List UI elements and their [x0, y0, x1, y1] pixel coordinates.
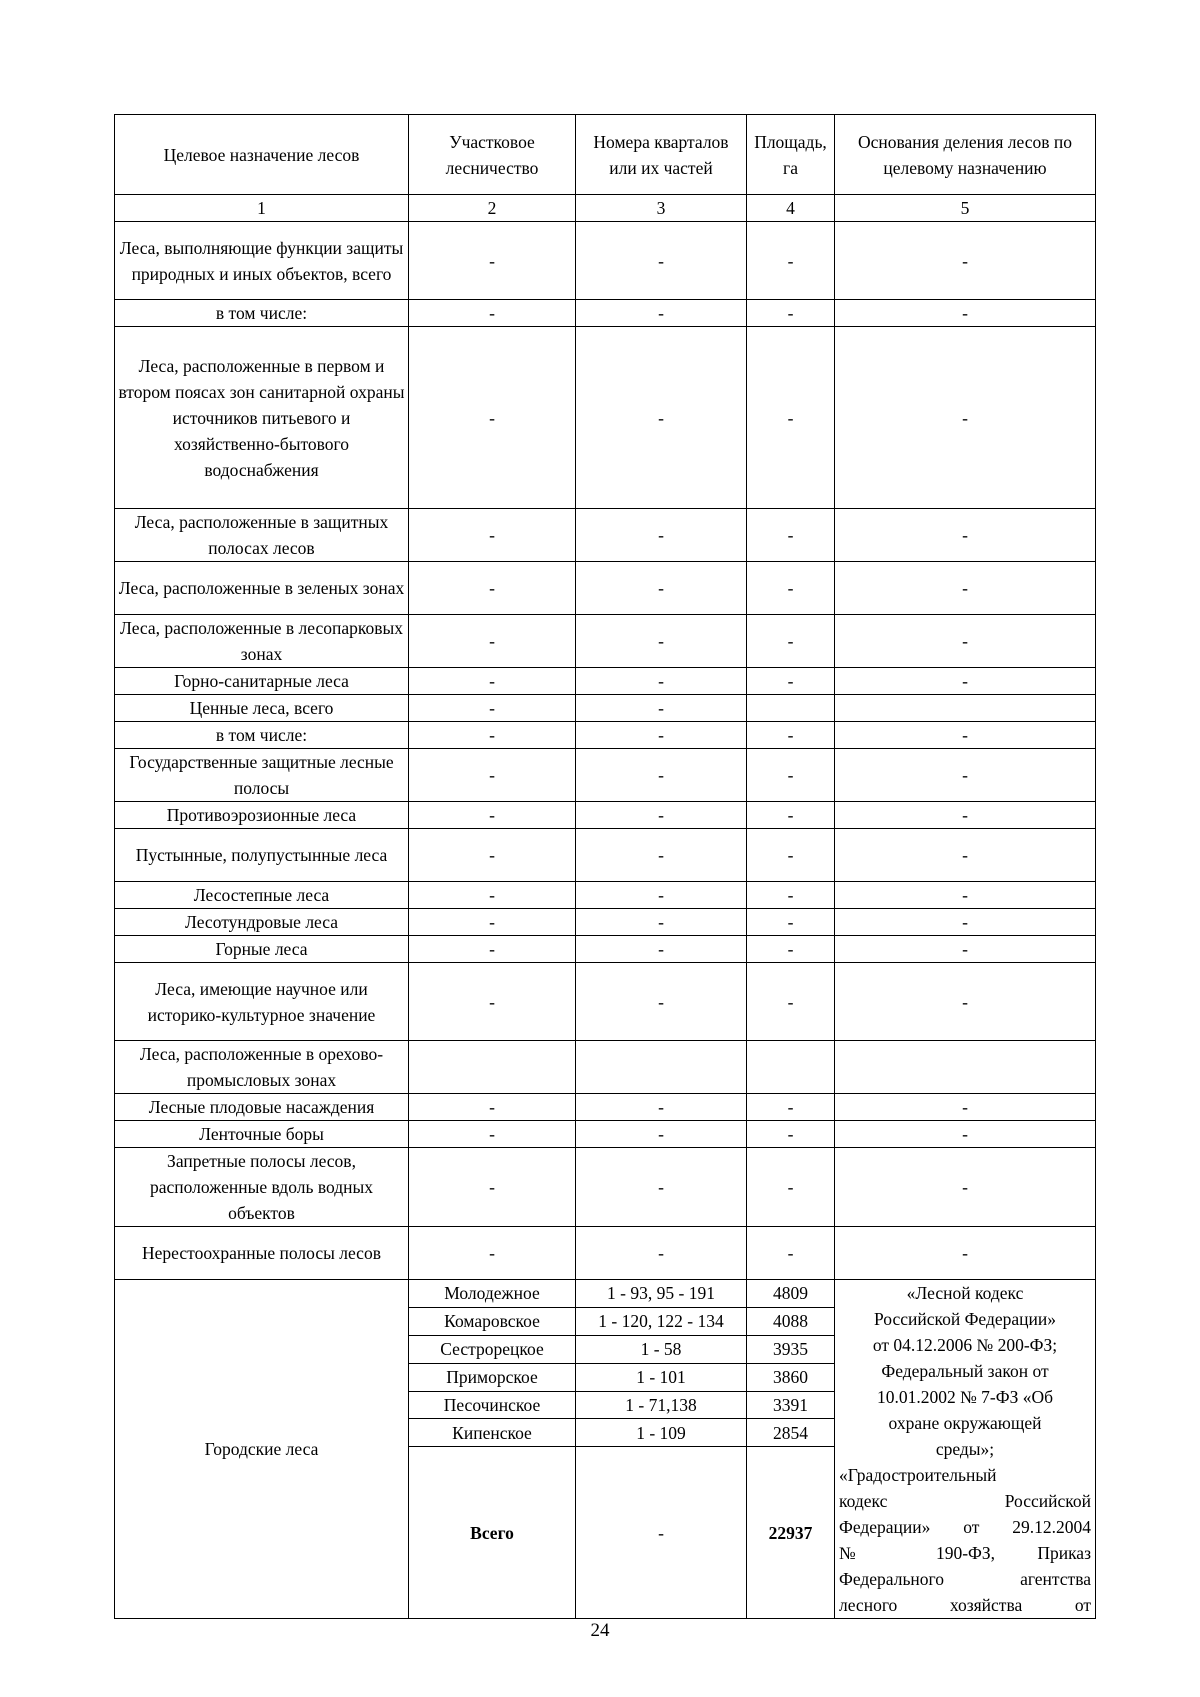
forest-purpose-cell: Запретные полосы лесов, расположенные вдоль водных объектов: [115, 1148, 409, 1227]
quarters-cell: -: [576, 909, 747, 936]
basis-cell: [835, 695, 1096, 722]
area-cell: 4809: [747, 1280, 835, 1308]
quarters-cell: -: [576, 722, 747, 749]
city-forests-basis: [835, 1280, 1096, 1619]
quarters-cell: -: [576, 936, 747, 963]
forestry-cell: -: [409, 562, 576, 615]
basis-cell: -: [835, 802, 1096, 829]
page-number: 24: [590, 1620, 610, 1641]
quarters-cell: -: [576, 1148, 747, 1227]
forestry-cell: -: [409, 936, 576, 963]
basis-cell: -: [835, 1094, 1096, 1121]
area-cell: 4088: [747, 1307, 835, 1335]
table-row: [115, 1041, 1096, 1094]
basis-line: лесного хозяйства от: [839, 1595, 1091, 1615]
table-row: [115, 1094, 1096, 1121]
forestry-cell: -: [409, 1094, 576, 1121]
quarters-cell: -: [576, 562, 747, 615]
basis-cell: -: [835, 936, 1096, 963]
forestry-cell: -: [409, 1148, 576, 1227]
quarters-cell: -: [576, 615, 747, 668]
forestry-cell: -: [409, 668, 576, 695]
quarters-cell: -: [576, 882, 747, 909]
area-cell: -: [747, 562, 835, 615]
basis-line: Федерации» от 29.12.2004: [839, 1517, 1091, 1537]
forest-purpose-cell: Леса, расположенные в защитных полосах лесов: [115, 509, 409, 562]
forest-purpose-cell: Леса, расположенные в лесопарковых зонах: [115, 615, 409, 668]
forestry-cell: -: [409, 615, 576, 668]
forestry-cell: -: [409, 882, 576, 909]
basis-cell: -: [835, 615, 1096, 668]
forestry-cell: Песочинское: [409, 1391, 576, 1419]
forest-purpose-cell: Ленточные боры: [115, 1121, 409, 1148]
forest-purpose-table: [114, 114, 1096, 1619]
area-cell: -: [747, 327, 835, 509]
area-cell: -: [747, 882, 835, 909]
quarters-cell: -: [576, 749, 747, 802]
table-row: [115, 695, 1096, 722]
table-row: [115, 562, 1096, 615]
table-row: [115, 963, 1096, 1041]
basis-line: среды»;: [935, 1439, 995, 1459]
forest-purpose-cell: Леса, расположенные в орехово-промысловых зонах: [115, 1041, 409, 1094]
quarters-cell: -: [576, 222, 747, 300]
area-cell: [747, 695, 835, 722]
area-cell: -: [747, 222, 835, 300]
basis-cell: -: [835, 749, 1096, 802]
basis-cell: -: [835, 722, 1096, 749]
area-cell: 2854: [747, 1419, 835, 1447]
forestry-cell: -: [409, 1121, 576, 1148]
quarters-cell: -: [576, 802, 747, 829]
forest-purpose-cell: в том числе:: [115, 722, 409, 749]
forest-purpose-cell: Противоэрозионные леса: [115, 802, 409, 829]
quarters-cell: -: [576, 1227, 747, 1280]
table-header-row: [115, 115, 1096, 195]
basis-cell: -: [835, 668, 1096, 695]
area-cell: -: [747, 963, 835, 1041]
basis-line: № 190-ФЗ, Приказ: [839, 1543, 1091, 1563]
area-cell: [747, 1041, 835, 1094]
table-row: [115, 936, 1096, 963]
quarters-cell: -: [576, 963, 747, 1041]
basis-line: Федерального агентства: [839, 1569, 1091, 1589]
forestry-cell: -: [409, 300, 576, 327]
basis-cell: -: [835, 882, 1096, 909]
total-area-cell: 22937: [747, 1447, 835, 1619]
forest-purpose-cell: Леса, выполняющие функции защиты природных и иных объектов, всего: [115, 222, 409, 300]
area-cell: -: [747, 1094, 835, 1121]
quarters-cell: -: [576, 1121, 747, 1148]
forestry-cell: -: [409, 802, 576, 829]
basis-cell: -: [835, 562, 1096, 615]
area-cell: -: [747, 300, 835, 327]
quarters-cell: -: [576, 509, 747, 562]
table-row: [115, 300, 1096, 327]
header-basis: Основания деления лесов по целевому назначению: [835, 115, 1096, 195]
area-cell: 3391: [747, 1391, 835, 1419]
quarters-cell: -: [576, 1094, 747, 1121]
basis-cell: -: [835, 300, 1096, 327]
forest-purpose-cell: Горные леса: [115, 936, 409, 963]
area-cell: -: [747, 802, 835, 829]
basis-line: «Градостроительный: [839, 1465, 997, 1485]
table-row: [115, 1148, 1096, 1227]
quarters-cell: -: [576, 668, 747, 695]
table-row: [115, 802, 1096, 829]
area-cell: -: [747, 936, 835, 963]
forest-purpose-cell: Леса, расположенные в зеленых зонах: [115, 562, 409, 615]
area-cell: -: [747, 1121, 835, 1148]
basis-cell: -: [835, 909, 1096, 936]
table-row: [115, 829, 1096, 882]
forestry-cell: Комаровское: [409, 1307, 576, 1335]
column-number: 5: [835, 195, 1096, 222]
area-cell: -: [747, 749, 835, 802]
forestry-cell: -: [409, 222, 576, 300]
header-purpose: Целевое назначение лесов: [115, 115, 409, 195]
quarters-cell: -: [576, 300, 747, 327]
basis-cell: -: [835, 509, 1096, 562]
basis-line: «Лесной кодекс: [906, 1283, 1024, 1303]
quarters-cell: -: [576, 695, 747, 722]
forestry-cell: -: [409, 1227, 576, 1280]
table-row: [115, 1121, 1096, 1148]
area-cell: -: [747, 722, 835, 749]
forestry-cell: -: [409, 829, 576, 882]
basis-cell: -: [835, 963, 1096, 1041]
quarters-cell: 1 - 71,138: [576, 1391, 747, 1419]
header-quarters: Номера кварталов или их частей: [576, 115, 747, 195]
column-number: 4: [747, 195, 835, 222]
header-forestry: Участковое лесничество: [409, 115, 576, 195]
area-cell: -: [747, 829, 835, 882]
table-row: [115, 909, 1096, 936]
table-row: [115, 615, 1096, 668]
forest-purpose-cell: Лесные плодовые насаждения: [115, 1094, 409, 1121]
basis-line: Федеральный закон от: [881, 1361, 1049, 1381]
quarters-cell: -: [576, 829, 747, 882]
column-number: 3: [576, 195, 747, 222]
city-forests-cell: Городские леса: [115, 1280, 409, 1619]
quarters-cell: -: [576, 1447, 747, 1619]
quarters-cell: 1 - 101: [576, 1363, 747, 1391]
forest-purpose-cell: Ценные леса, всего: [115, 695, 409, 722]
basis-line: от 04.12.2006 № 200-ФЗ;: [872, 1335, 1058, 1355]
forestry-cell: -: [409, 722, 576, 749]
basis-cell: [835, 1041, 1096, 1094]
basis-line: Российской Федерации»: [873, 1309, 1056, 1329]
quarters-cell: 1 - 93, 95 - 191: [576, 1280, 747, 1308]
basis-cell: -: [835, 829, 1096, 882]
city-forest-row: [115, 1280, 1096, 1308]
basis-cell: -: [835, 1148, 1096, 1227]
header-area: Площадь, га: [747, 115, 835, 195]
forestry-cell: -: [409, 327, 576, 509]
forestry-cell: -: [409, 749, 576, 802]
area-cell: -: [747, 615, 835, 668]
forest-purpose-cell: Горно-санитарные леса: [115, 668, 409, 695]
forestry-cell: -: [409, 695, 576, 722]
quarters-cell: 1 - 58: [576, 1335, 747, 1363]
total-label-cell: Всего: [409, 1447, 576, 1619]
forest-purpose-cell: Пустынные, полупустынные леса: [115, 829, 409, 882]
forest-purpose-cell: Леса, расположенные в первом и втором поясах зон санитарной охраны источников питьевого и хозяйственно-бытового водоснабжения: [115, 327, 409, 509]
forest-purpose-cell: Государственные защитные лесные полосы: [115, 749, 409, 802]
column-number: 2: [409, 195, 576, 222]
forestry-cell: Приморское: [409, 1363, 576, 1391]
table-row: [115, 509, 1096, 562]
forest-purpose-cell: Лесотундровые леса: [115, 909, 409, 936]
forestry-cell: Молодежное: [409, 1280, 576, 1308]
table-row: [115, 749, 1096, 802]
forestry-cell: Сестрорецкое: [409, 1335, 576, 1363]
area-cell: -: [747, 509, 835, 562]
table-row: [115, 222, 1096, 300]
table-row: [115, 327, 1096, 509]
basis-cell: -: [835, 1227, 1096, 1280]
column-numbers-row: [115, 195, 1096, 222]
table-row: [115, 722, 1096, 749]
forestry-cell: -: [409, 963, 576, 1041]
area-cell: -: [747, 1227, 835, 1280]
area-cell: 3935: [747, 1335, 835, 1363]
quarters-cell: [576, 1041, 747, 1094]
forestry-cell: [409, 1041, 576, 1094]
table-row: [115, 1227, 1096, 1280]
forestry-cell: -: [409, 909, 576, 936]
forest-purpose-cell: Нерестоохранные полосы лесов: [115, 1227, 409, 1280]
area-cell: 3860: [747, 1363, 835, 1391]
basis-line: кодекс Российской: [839, 1491, 1091, 1511]
basis-cell: -: [835, 327, 1096, 509]
area-cell: -: [747, 909, 835, 936]
area-cell: -: [747, 668, 835, 695]
table-row: [115, 668, 1096, 695]
column-number: 1: [115, 195, 409, 222]
basis-cell: -: [835, 222, 1096, 300]
forest-purpose-cell: Лесостепные леса: [115, 882, 409, 909]
basis-line: охране окружающей: [888, 1413, 1042, 1433]
basis-line: 10.01.2002 № 7-ФЗ «Об: [876, 1387, 1054, 1407]
area-cell: -: [747, 1148, 835, 1227]
quarters-cell: 1 - 109: [576, 1419, 747, 1447]
forestry-cell: Кипенское: [409, 1419, 576, 1447]
basis-cell: -: [835, 1121, 1096, 1148]
forest-purpose-cell: Леса, имеющие научное или историко-культурное значение: [115, 963, 409, 1041]
table-row: [115, 882, 1096, 909]
quarters-cell: -: [576, 327, 747, 509]
forest-purpose-cell: в том числе:: [115, 300, 409, 327]
quarters-cell: 1 - 120, 122 - 134: [576, 1307, 747, 1335]
forestry-cell: -: [409, 509, 576, 562]
